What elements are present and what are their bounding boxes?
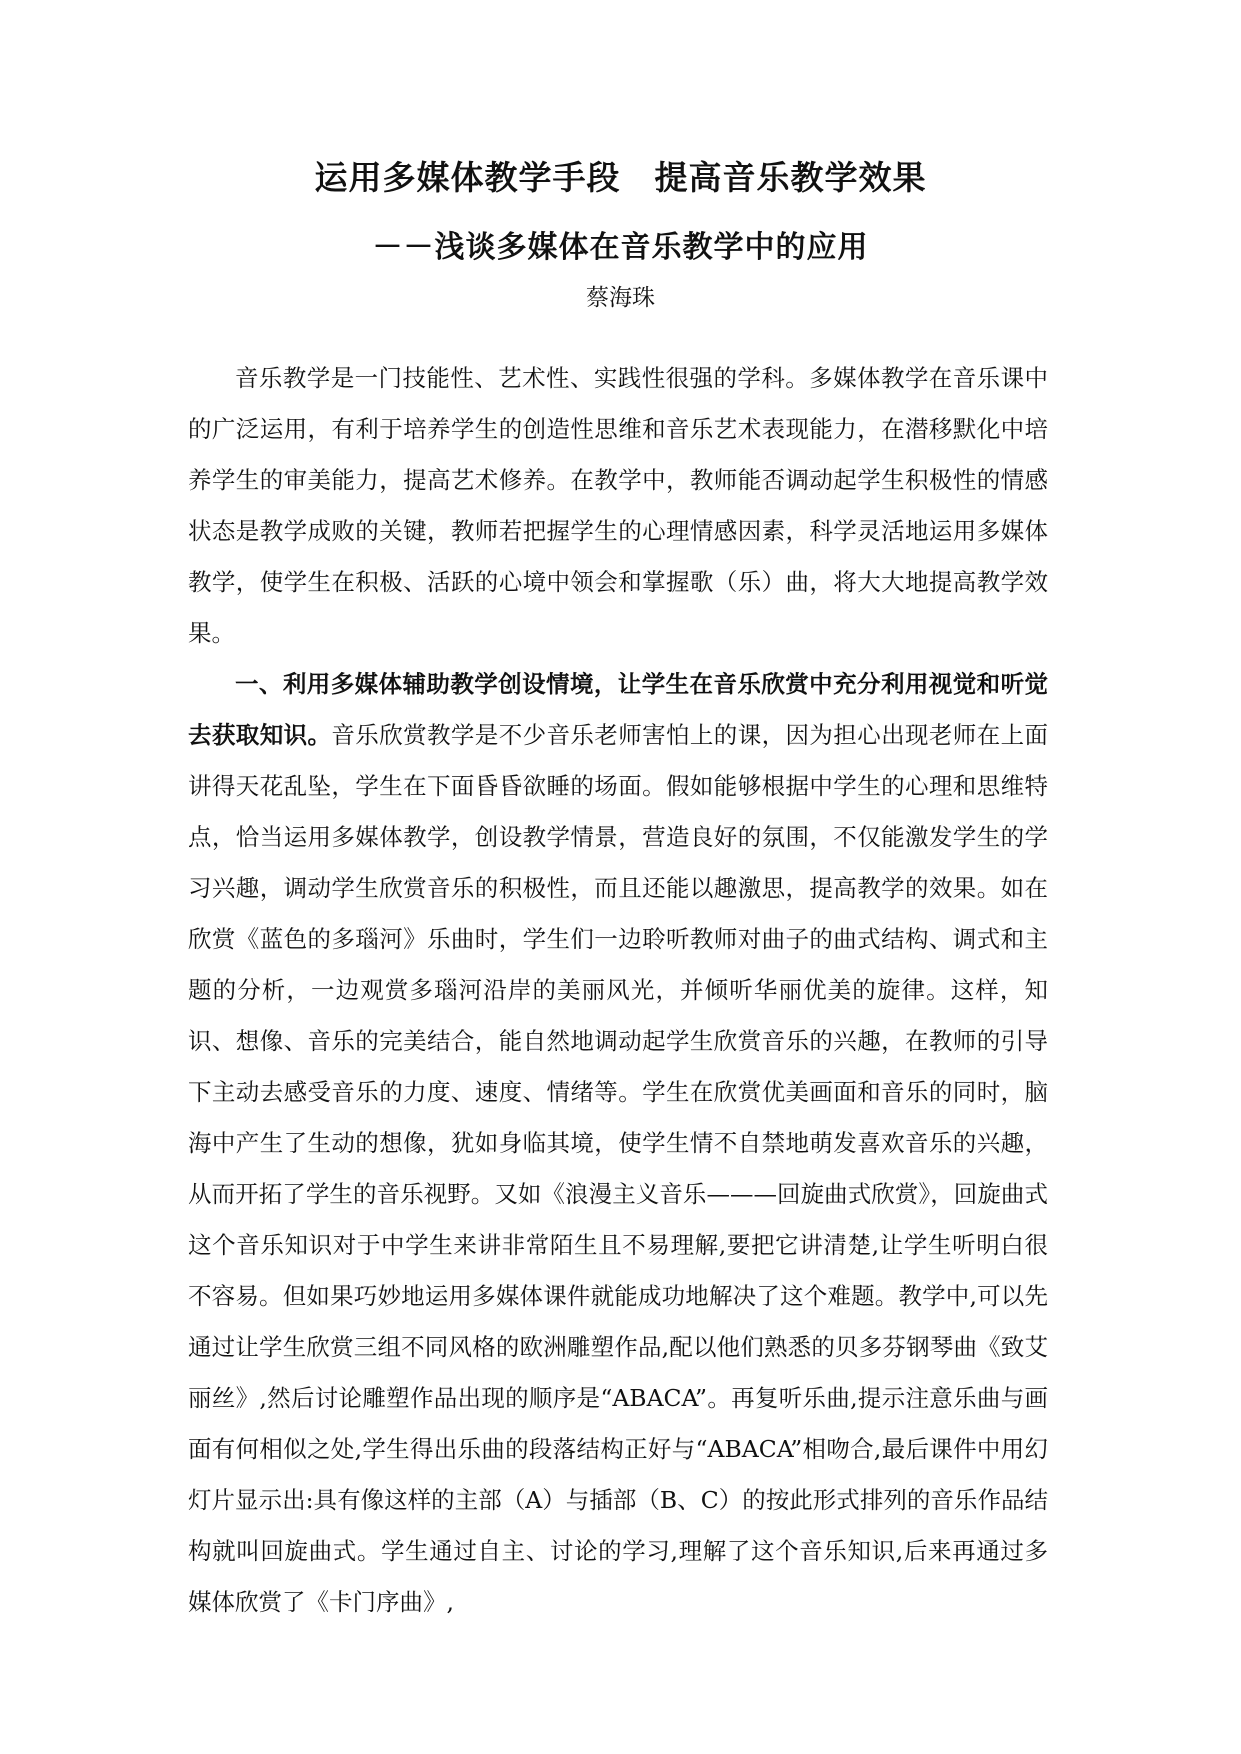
document-body xyxy=(188,353,1048,1628)
intro-paragraph: 音乐教学是一门技能性、艺术性、实践性很强的学科。多媒体教学在音乐课中的广泛运用，有利于培养学生的创造性思维和音乐艺术表现能力，在潜移默化中培养学生的审美能力，提高艺术修养。在教学中，教师能否调动起学生积极性的情感状态是教学成败的关键，教师若把握学生的心理情感因素，科学灵活地运用多媒体教学，使学生在积极、活跃的心境中领会和掌握歌（乐）曲，将大大地提高教学效果。 xyxy=(188,364,1048,647)
author-name: 蔡海珠 xyxy=(586,285,655,311)
section-1-body: 音乐欣赏教学是不少音乐老师害怕上的课，因为担心出现老师在上面讲得天花乱坠，学生在下面昏昏欲睡的场面。假如能够根据中学生的心理和思维特点，恰当运用多媒体教学，创设教学情景，营造良好的氛围，不仅能激发学生的学习兴趣，调动学生欣赏音乐的积极性，而且还能以趣激思，提高教学的效果。如在欣赏《蓝色的多瑙河》乐曲时，学生们一边聆听教师对曲子的曲式结构、调式和主题的分析，一边观赏多瑙河沿岸的美丽风光，并倾听华丽优美的旋律。这样，知识、想像、音乐的完美结合，能自然地调动起学生欣赏音乐的兴趣，在教师的引导下主动去感受音乐的力度、速度、情绪等。学生在欣赏优美画面和音乐的同时，脑海中产生了生动的想像，犹如身临其境，使学生情不自禁地萌发喜欢音乐的兴趣，从而开拓了学生的音乐视野。又如《浪漫主义音乐———回旋曲式欣赏》，回旋曲式这个音乐知识对于中学生来讲非常陌生且不易理解,要把它讲清楚,让学生听明白很不容易。但如果巧妙地运用多媒体课件就能成功地解决了这个难题。教学中,可以先通过让学生欣赏三组不同风格的欧洲雕塑作品,配以他们熟悉的贝多芬钢琴曲《致艾丽丝》,然后讨论雕塑作品出现的顺序是“ABACA”。再复听乐曲,提示注意乐曲与画面有何相似之处,学生得出乐曲的段落结构正好与“ABACA”相吻合,最后课件中用幻灯片显示出:具有像这样的主部（A）与插部（B、C）的按此形式排列的音乐作品结构就叫回旋曲式。学生通过自主、讨论的学习,理解了这个音乐知识,后来再通过多媒体欣赏了《卡门序曲》, xyxy=(188,721,1049,1616)
section-1-heading: 一、利用多媒体辅助教学创设情境，让学生在音乐欣赏中充分利用视觉和听觉去获取知识。 xyxy=(188,670,1048,749)
document-subtitle: －－浅谈多媒体在音乐教学中的应用 xyxy=(372,230,869,265)
document-title: 运用多媒体教学手段 提高音乐教学效果 xyxy=(314,158,927,197)
section-1-paragraph xyxy=(188,659,1048,1628)
